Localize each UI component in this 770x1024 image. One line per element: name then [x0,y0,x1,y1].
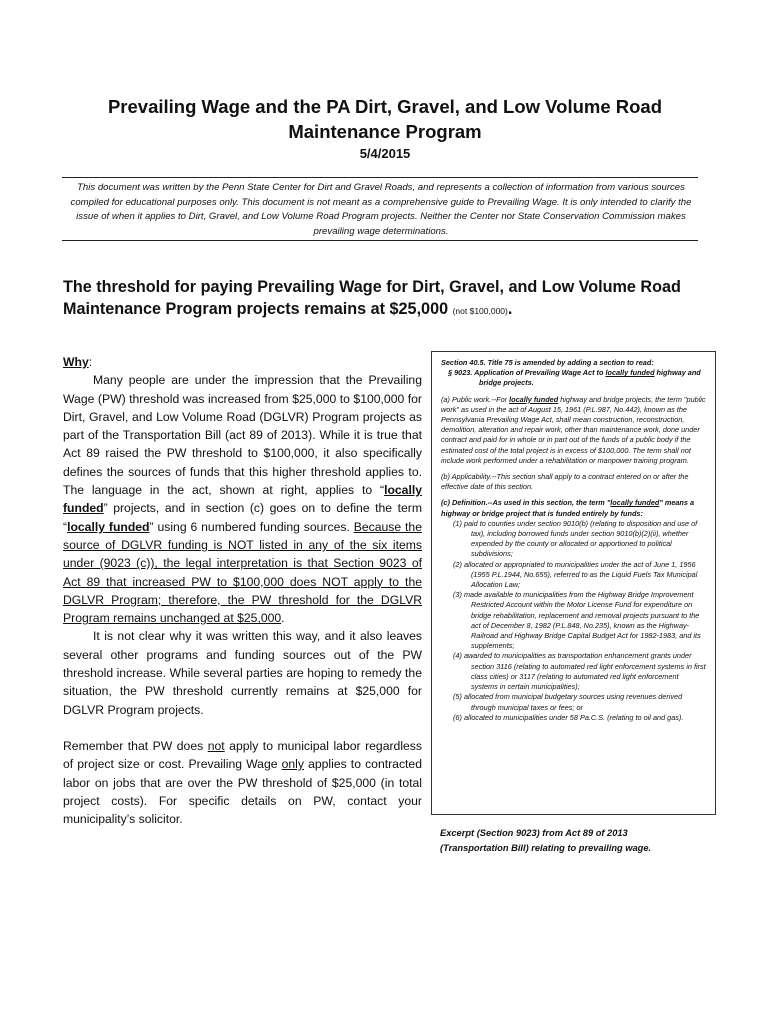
funding-source-item: (5) allocated from municipal budgetary sources using revenues derived through municipal taxes or fees; or [453,692,683,712]
excerpt-heading-locally-funded: locally funded [605,368,655,378]
funding-source-item: (6) allocated to municipalities under 58 Pa.C.S. (relating to oil and gas). [453,712,684,722]
document-date: 5/4/2015 [359,146,411,161]
threshold-heading-text: The threshold for paying Prevailing Wage for Dirt, Gravel, and Low Volume Road Maintenance Program projects remains at $25,000 [63,278,681,318]
excerpt-heading-b-text: § 9023. Application of Prevailing Wage Act to [448,368,606,378]
why-column [63,353,422,828]
why-colon: : [88,355,93,369]
excerpt-heading-c: highway and bridge projects. [479,368,701,388]
why-label-line [63,353,422,371]
why-p1-part-a: Many people are under the impression that the Prevailing Wage (PW) threshold was increased from $25,000 to $100,000 for Dirt, Gravel, and Low Volume Road (DGLVR) Program projects as part of the Transportation Bill (act 89 of 2013). While it is true that Act 89 raised the PW threshold to $100,000, it also specifically defines the sources of funds that this higher threshold applies to. The language in the act, shown at right, applies to “ [63,373,422,498]
excerpt-c-part-2: " means a highway or bridge project that is funded entirely by funds: [441,498,695,518]
excerpt-section-c [441,498,707,518]
excerpt-a-part-2: highway and bridge projects, the term "public work" as used in the act of August 15, 1961 (P.L.987, No.442), known as the Pennsylvania Prevailing Wage Act, shall mean construction, reconstruction, demolition, alteration and repair work, other than maintenance work, done under contract and paid for in whole or in part out of the funds of a public body if the estimated cost of the total project is in excess of $100,000. The term shall not include work performed under a rehabilitation or manpower training program. [441,394,706,465]
excerpt-section-a [441,395,707,466]
caption-line-1: Excerpt (Section 9023) from Act 89 of 2013 [440,828,628,838]
why-p1-part-b: ” projects, and in section (c) goes on to define the term “ [63,501,422,534]
why-p3-only: only [281,757,304,772]
divider-bottom [62,240,698,241]
funding-source-item: (1) paid to counties under section 9010(b) (relating to disposition and use of tax), including borrowed funds under section 9010(b)(2)(ii), whether expended by the county or allocated or apportioned to political subdivisions; [453,518,698,559]
why-paragraph-1 [63,371,422,627]
why-p3-not: not [207,738,225,753]
excerpt-c-part-1: (c) Definition.--As used in this section, the term " [441,498,611,508]
why-p1-locally-funded-2: locally funded [67,519,150,534]
threshold-heading [63,276,703,322]
why-paragraph-2: It is not clear why it was written this way, and it also leaves several other programs and funding sources out of the PW threshold increase. While several parties are hoping to remedy the situation, the PW threshold currently remains at $25,000 for DGLVR Program projects. [63,629,422,717]
why-p1-end: . [281,611,285,626]
disclaimer-text: This document was written by the Penn State Center for Dirt and Gravel Roads, and represents a collection of information from various sources compiled for educational purposes only. This document is not meant as a comprehensive guide to Prevailing Wage. It is only intended to clarify the issue of when it applies to Dirt, Gravel, and Low Volume Road Program projects. Neither the Center nor State Conservation Commission makes prevailing wage determinations. [70,182,692,237]
threshold-note: (not $100,000) [452,306,508,316]
why-p3-part-a: Remember that PW does [63,738,208,753]
why-p1-part-c: ” using 6 numbered funding sources. [149,519,354,534]
why-p1-underlined: Because the source of DGLVR funding is NOT listed in any of the six items under (9023 (c)), the legal interpretation is that Section 9023 of Act 89 that increased PW to $100,000 does NOT apply to the DGLVR Program; therefore, the PW threshold for the DGLVR Program remains unchanged at $25,000 [63,519,422,626]
divider-top [62,177,698,178]
excerpt-caption [440,826,720,856]
funding-source-list [441,519,707,723]
funding-source-item: (3) made available to municipalities from the Highway Bridge Improvement Restricted Account within the Motor License Fund for expenditure on bridge rehabilitation, replacement and removal projects pursuant to the act of December 8, 1982 (P.L.848, No.235), known as the Highway-Railroad and Highway Bridge Capital Budget Act for 1982-1983, and its supplements; [453,590,701,651]
why-p3-part-b: apply to municipal labor regardless of project size or cost. Prevailing Wage [63,738,422,772]
excerpt-a-locally-funded: locally funded [509,394,559,404]
funding-source-item: (2) allocated or appropriated to municipalities under the act of June 1, 1956 (1955 P.L.1944, No.655), referred to as the Liquid Fuels Tax Municipal Allocation Law; [453,559,698,590]
threshold-period: . [507,300,513,318]
title-line-2: Maintenance Program [288,121,482,142]
title-line-1: Prevailing Wage and the PA Dirt, Gravel, and Low Volume Road [107,96,663,117]
caption-line-2: (Transportation Bill) relating to prevailing wage. [440,843,652,853]
excerpt-c-locally-funded: locally funded [610,498,660,508]
why-label: Why [63,355,89,369]
why-paragraph-3 [63,737,422,828]
act-excerpt-box [431,351,716,815]
why-p1-locally-funded: locally funded [63,483,422,516]
document-title [60,94,710,144]
funding-source-item: (4) awarded to municipalities as transportation enhancement grants under section 3116 (relating to automated red light enforcement systems in first class cities) or 3117 (relating to automated red light enforcement systems in certain municipalities); [453,651,706,692]
excerpt-section-b: (b) Applicability.--This section shall apply to a contract entered on or after the effective date of this section. [441,472,689,492]
excerpt-heading-a: Section 40.5. Title 75 is amended by adding a section to read: [441,358,654,367]
excerpt-a-part-1: (a) Public work.--For [441,394,510,404]
excerpt-heading-b [441,368,707,388]
why-p3-part-c: applies to contracted labor on jobs that are over the PW threshold of $25,000 (in total project costs). For specific details on PW, contact your municipality’s solicitor. [63,757,422,827]
